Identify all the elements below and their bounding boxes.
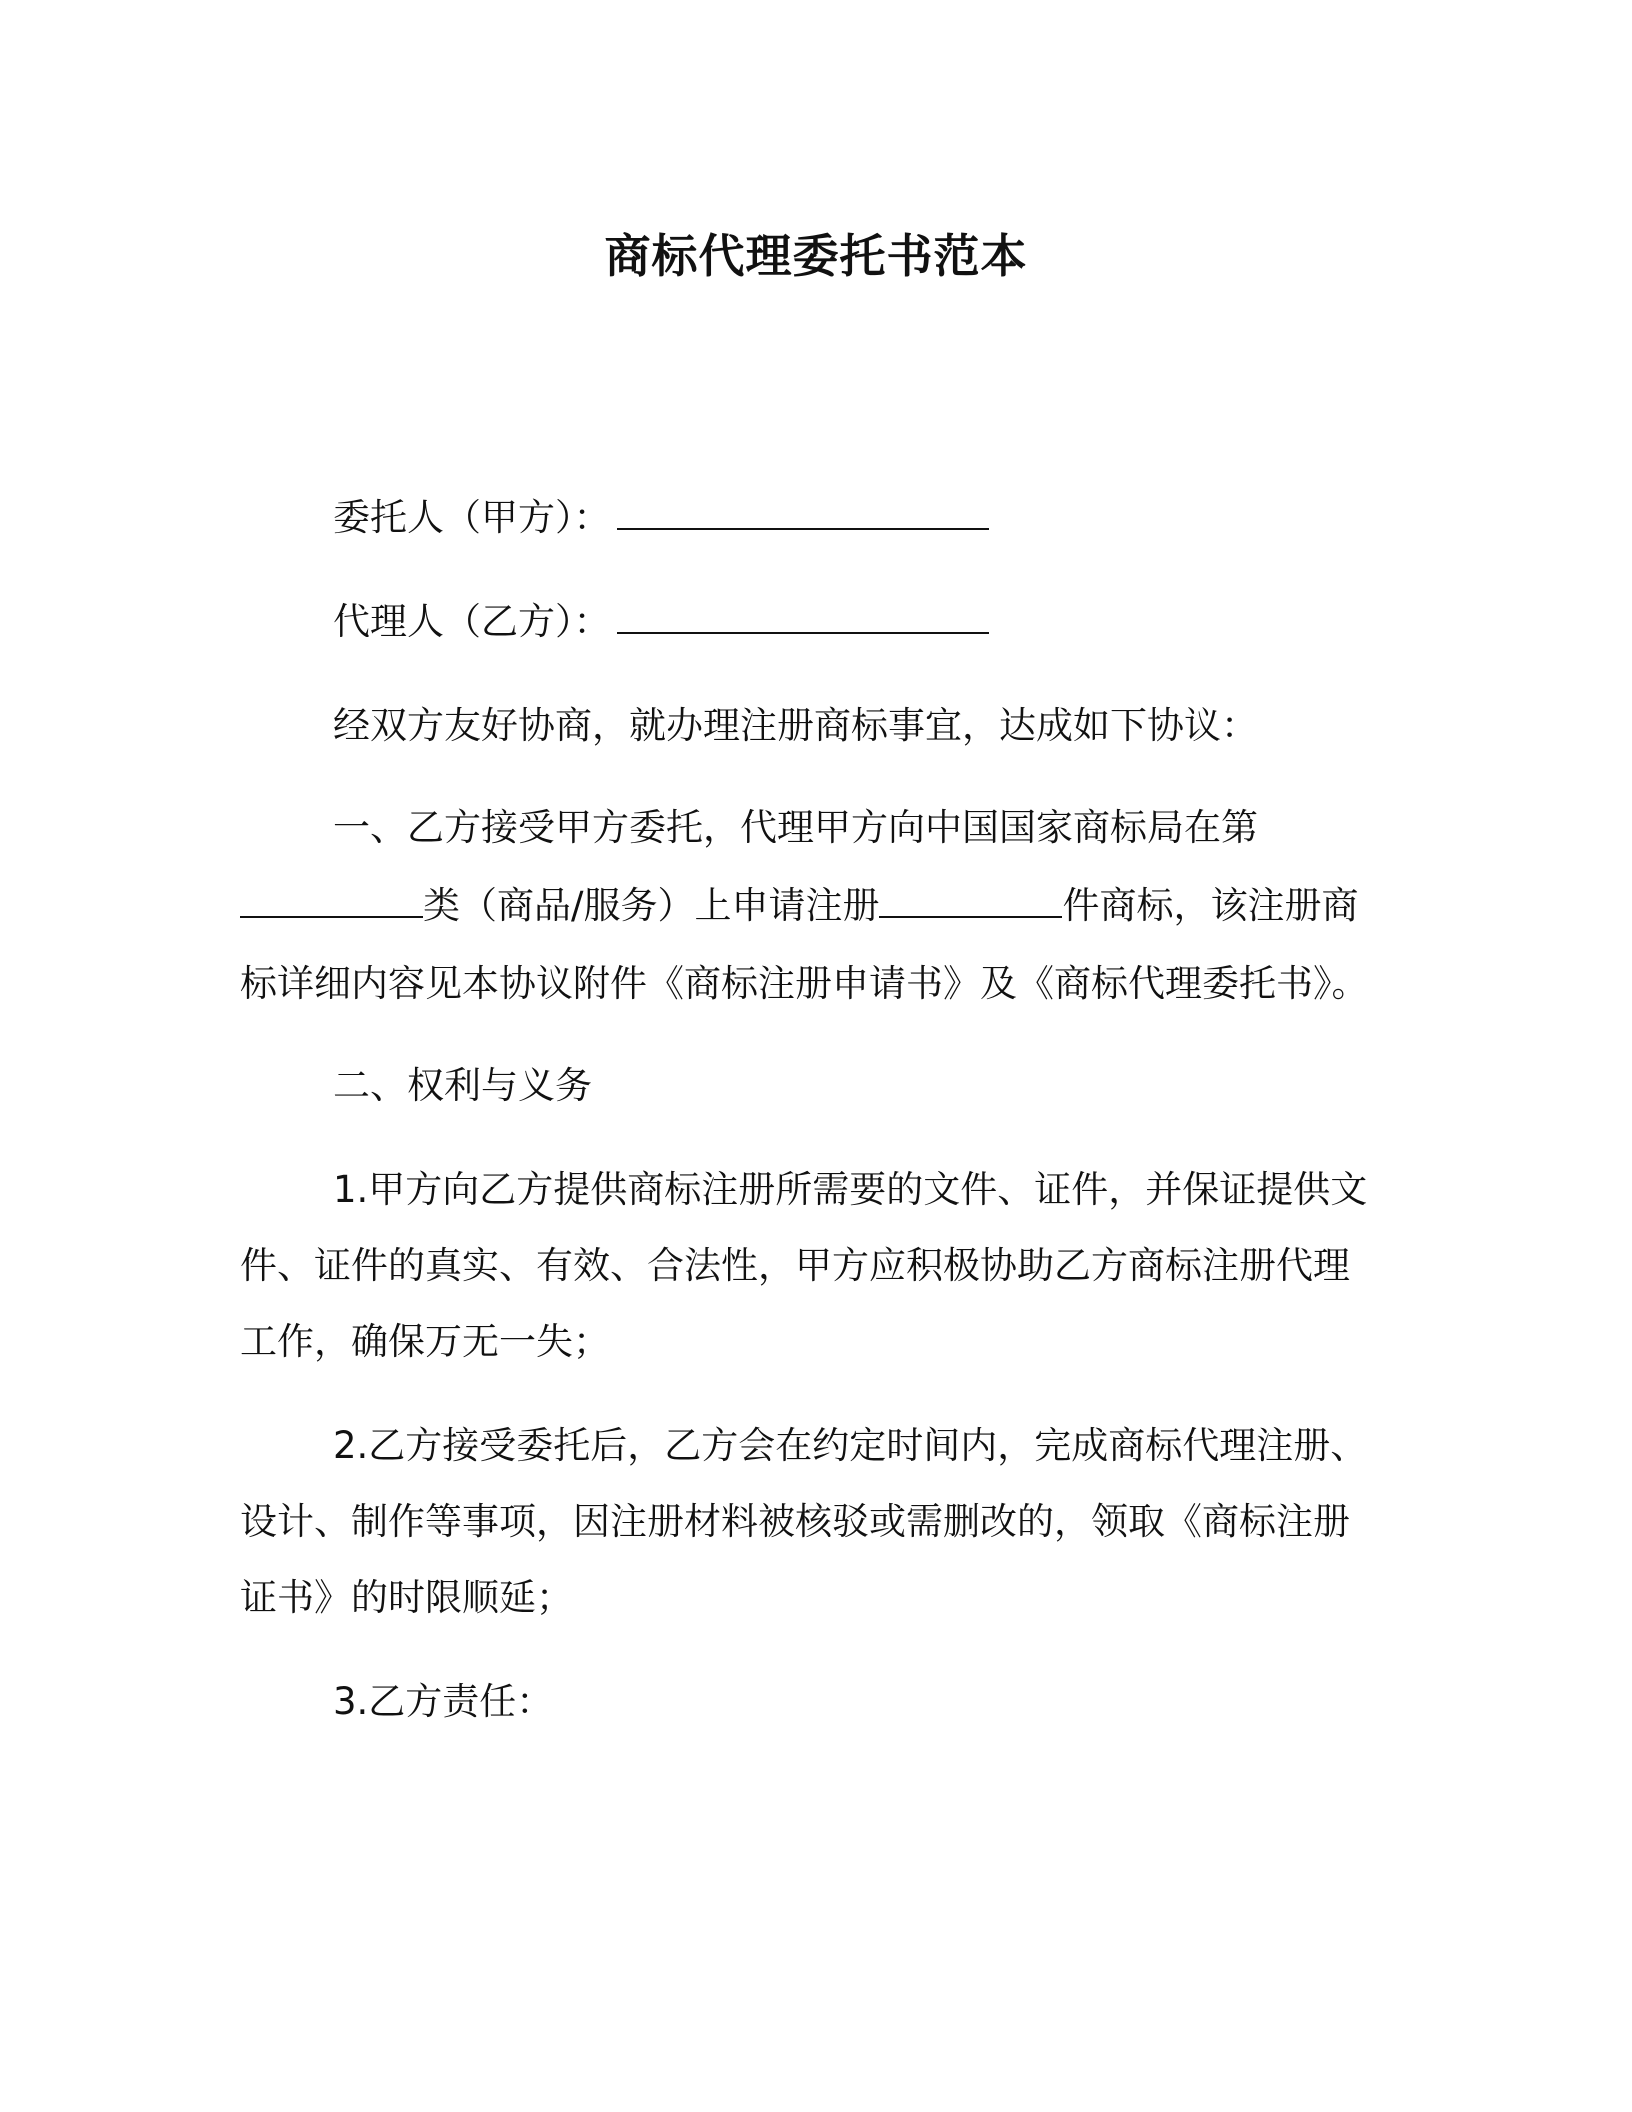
section2-heading: 二、权利与义务 <box>333 1064 592 1107</box>
item2-line2: 设计、制作等事项，因注册材料被核驳或需删改的，领取《商标注册 <box>240 1500 1350 1543</box>
item3-line1: 3.乙方责任： <box>333 1680 554 1723</box>
clause1-line2 <box>240 880 1358 932</box>
trademark-count-blank <box>879 886 1062 918</box>
agent-label: 代理人（乙方）： <box>333 600 611 643</box>
document-title: 商标代理委托书范本 <box>604 229 1028 283</box>
class-number-blank <box>240 886 423 918</box>
item1-line2: 件、证件的真实、有效、合法性，甲方应积极协助乙方商标注册代理 <box>240 1244 1350 1287</box>
principal-label: 委托人（甲方）： <box>333 496 611 539</box>
agent-blank <box>617 602 989 634</box>
item1-line3: 工作，确保万无一失； <box>240 1320 610 1363</box>
clause1-line3: 标详细内容见本协议附件《商标注册申请书》及《商标代理委托书》。 <box>240 962 1369 1005</box>
clause1-line1: 一、乙方接受甲方委托，代理甲方向中国国家商标局在第 <box>333 806 1258 849</box>
principal-blank <box>617 498 989 530</box>
item2-line3: 证书》的时限顺延； <box>240 1576 573 1619</box>
clause1-line2-part2: 件商标，该注册商 <box>1062 884 1359 927</box>
agent-line <box>333 596 989 648</box>
item1-line1: 1.甲方向乙方提供商标注册所需要的文件、证件，并保证提供文 <box>333 1168 1368 1211</box>
principal-line <box>333 492 989 544</box>
item2-line1: 2.乙方接受委托后，乙方会在约定时间内，完成商标代理注册、 <box>333 1424 1368 1467</box>
intro-paragraph: 经双方友好协商，就办理注册商标事宜，达成如下协议： <box>333 704 1258 747</box>
clause1-line2-part1: 类（商品/服务）上申请注册 <box>423 884 880 927</box>
